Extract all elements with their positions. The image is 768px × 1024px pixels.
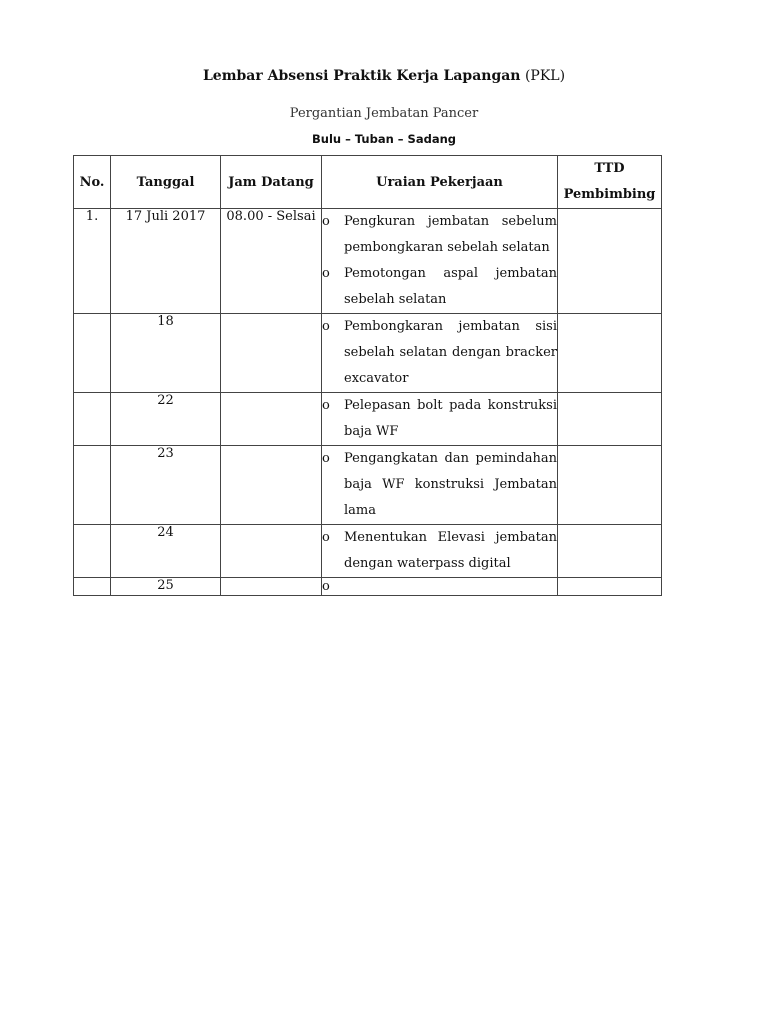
cell-no: [74, 446, 111, 525]
cell-uraian: [322, 209, 558, 314]
cell-jam: [221, 525, 322, 578]
title-main: Lembar Absensi Praktik Kerja Lapangan: [202, 68, 521, 84]
cell-no: [74, 393, 111, 446]
col-header-uraian: Uraian Pekerjaan: [322, 156, 558, 209]
col-header-ttd: [558, 156, 662, 209]
document-title: [0, 68, 768, 84]
list-item: [322, 525, 557, 577]
cell-tanggal: 24: [111, 525, 221, 578]
list-item: [322, 393, 557, 445]
bullet-icon: o: [322, 398, 330, 413]
title-suffix: (PKL): [524, 68, 566, 84]
cell-no: [74, 525, 111, 578]
col-header-ttd-line2: Pembimbing: [563, 187, 656, 202]
table-header-row: [74, 156, 662, 209]
cell-no: [74, 578, 111, 596]
list-item-text: Pengangkatan dan pemindahan baja WF konstruksi Jembatan lama: [344, 451, 557, 518]
cell-uraian: [322, 393, 558, 446]
attendance-table: [73, 155, 662, 596]
cell-jam: 08.00 - Selsai: [221, 209, 322, 314]
bullet-icon: o: [322, 530, 330, 545]
cell-no: [74, 314, 111, 393]
bullet-icon: o: [322, 579, 330, 594]
table-row: [74, 209, 662, 314]
cell-jam: [221, 446, 322, 525]
cell-ttd: [558, 314, 662, 393]
cell-ttd: [558, 446, 662, 525]
bullet-icon: o: [322, 266, 330, 281]
col-header-ttd-line1: TTD: [594, 161, 625, 176]
list-item-text: Pelepasan bolt pada konstruksi baja WF: [344, 398, 557, 439]
list-item-text: Pembongkaran jembatan sisi sebelah selatan dengan bracker excavator: [344, 319, 557, 386]
table-row: [74, 393, 662, 446]
cell-ttd: [558, 578, 662, 596]
list-item: [322, 261, 557, 313]
cell-uraian: [322, 446, 558, 525]
cell-jam: [221, 314, 322, 393]
bullet-icon: o: [322, 214, 330, 229]
cell-uraian: [322, 314, 558, 393]
list-item-text: Menentukan Elevasi jembatan dengan waterpass digital: [344, 530, 557, 571]
cell-tanggal: 22: [111, 393, 221, 446]
cell-no: 1.: [74, 209, 111, 314]
route-label: Bulu – Tuban – Sadang: [312, 132, 456, 146]
table-row: [74, 525, 662, 578]
list-item-text: Pemotongan aspal jembatan sebelah selatan: [344, 266, 557, 307]
cell-jam: [221, 578, 322, 596]
list-item: [322, 314, 557, 392]
list-item: [322, 209, 557, 261]
document-subtitle: Pergantian Jembatan Pancer: [289, 106, 479, 121]
cell-tanggal: 18: [111, 314, 221, 393]
list-item: [322, 578, 557, 595]
table-row: [74, 446, 662, 525]
cell-ttd: [558, 525, 662, 578]
bullet-icon: o: [322, 319, 330, 334]
cell-uraian: [322, 578, 558, 596]
cell-tanggal: 25: [111, 578, 221, 596]
cell-uraian: [322, 525, 558, 578]
list-item-text: [344, 578, 557, 595]
table-row: [74, 314, 662, 393]
list-item: [322, 446, 557, 524]
table-row: [74, 578, 662, 596]
cell-jam: [221, 393, 322, 446]
cell-tanggal: 17 Juli 2017: [111, 209, 221, 314]
cell-ttd: [558, 209, 662, 314]
cell-tanggal: 23: [111, 446, 221, 525]
col-header-tanggal: Tanggal: [111, 156, 221, 209]
cell-ttd: [558, 393, 662, 446]
bullet-icon: o: [322, 451, 330, 466]
col-header-no: No.: [74, 156, 111, 209]
col-header-jam: Jam Datang: [221, 156, 322, 209]
list-item-text: Pengkuran jembatan sebelum pembongkaran sebelah selatan: [344, 214, 557, 255]
